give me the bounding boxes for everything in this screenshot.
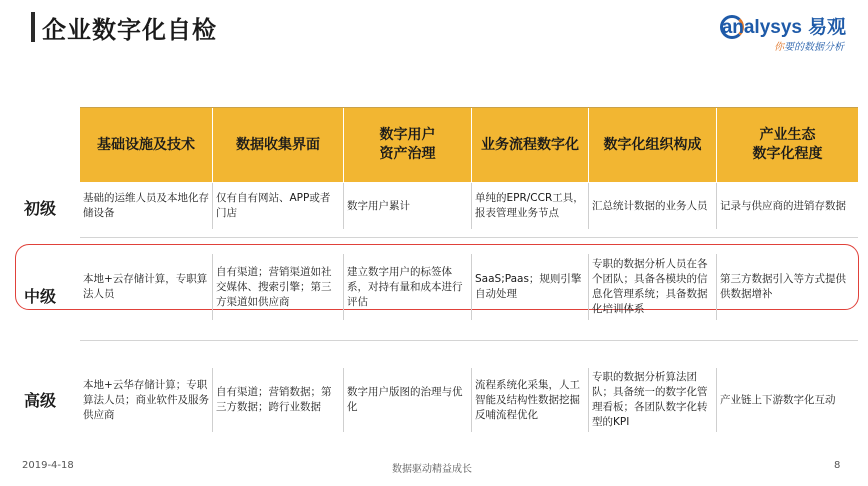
table-cell: 专职的数据分析人员在各个团队；具备各模块的信息化管理系统；具备数据化培训体系 [589,254,717,320]
page-number: 8 [834,460,841,471]
table-header [80,107,858,182]
table-cell: 自有渠道；营销渠道如社交媒体、搜索引擎；第三方渠道如供应商 [213,254,344,320]
level-label-advanced: 高级 [24,391,57,410]
logo-slogan-highlight: 你 [774,42,784,53]
level-label-basic: 初级 [24,199,57,218]
logo-brand-cn: 易观 [807,17,846,38]
header-data-collection: 数据收集界面 [213,108,344,182]
table-cell: 本地+云华存储计算；专职算法人员；商业软件及服务供应商 [80,368,213,432]
table-cell: 单纯的EPR/CCR工具，报表管理业务节点 [472,183,589,229]
logo-brand: analysys [721,17,802,38]
table-cell: SaaS;Paas；规则引擎自动处理 [472,254,589,320]
table-cell: 自有渠道；营销数据；第三方数据；跨行业数据 [213,368,344,432]
title-accent-bar [31,12,35,42]
table-cell: 流程系统化采集，人工智能及结构性数据挖掘反哺流程优化 [472,368,589,432]
table-cell: 产业链上下游数字化互动 [720,393,836,406]
header-user-asset: 数字用户 资产治理 [344,108,472,182]
level-label-intermediate: 中级 [24,287,57,306]
row-divider [80,340,858,341]
table-cell: 数字用户版图的治理与优化 [344,368,472,432]
table-cell: 本地+云存储计算，专职算法人员 [80,254,213,320]
header-ecosystem: 产业生态 数字化程度 [717,108,858,182]
row-divider [80,237,858,238]
table-cell: 仅有自有网站、APP或者门店 [213,183,344,229]
table-cell: 第三方数据引入等方式提供供数据增补 [720,273,846,300]
table-cell: 建立数字用户的标签体系，对持有量和成本进行评估 [344,254,472,320]
table-row [80,183,858,229]
table-cell: 基础的运维人员及本地化存储设备 [80,183,213,229]
logo-slogan: 要的数据分析 [784,42,844,53]
footer-date: 2019-4-18 [22,460,74,471]
header-organization: 数字化组织构成 [589,108,717,182]
brand-logo [706,12,846,58]
page-title: 企业数字化自检 [42,16,217,44]
header-business-process: 业务流程数字化 [472,108,589,182]
table-row [80,368,858,432]
header-infrastructure: 基础设施及技术 [80,108,213,182]
table-cell: 记录与供应商的进销存数据 [720,199,846,212]
footer-tagline: 数据驱动精益成长 [392,464,472,475]
table-row [80,254,858,320]
table-cell: 专职的数据分析算法团队；具备统一的数字化管理看板；各团队数字化转型的KPI [589,368,717,432]
table-cell: 汇总统计数据的业务人员 [589,183,717,229]
table-cell: 数字用户累计 [344,183,472,229]
